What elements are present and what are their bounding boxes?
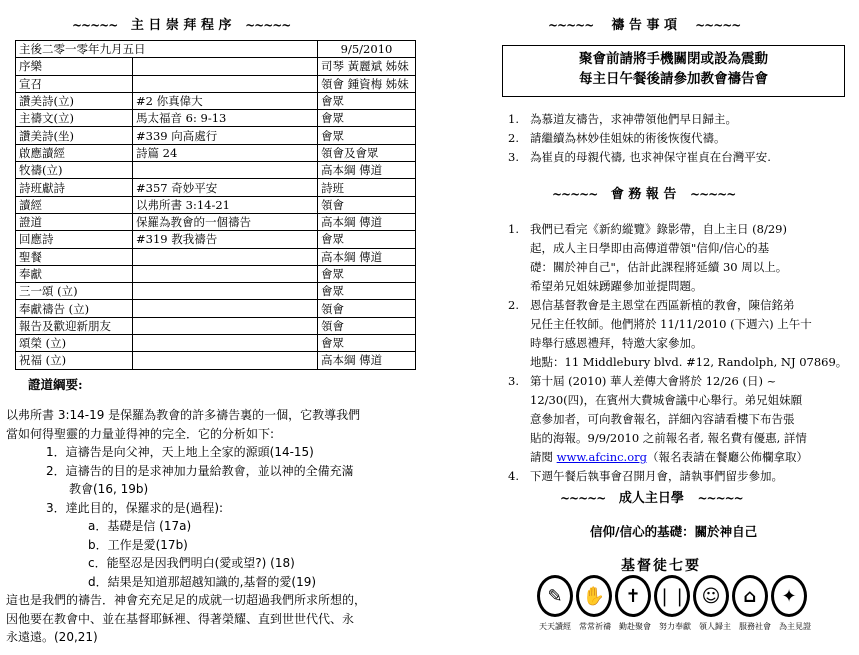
table-row	[16, 127, 416, 144]
table-row	[16, 179, 416, 196]
order-leader-cell: 領會 鍾資梅 姊妹	[318, 75, 416, 92]
conference-website-link[interactable]: www.afcinc.org	[556, 450, 647, 464]
item-number: 1.	[508, 222, 519, 236]
order-leader-cell: 高本綱 傳道	[318, 213, 416, 230]
affair-line: 起，成人主日學即由高傳道帶領"信仰/信心的基	[530, 241, 770, 255]
logo-caption: 勤赴聚會	[619, 622, 651, 631]
affair-line: 第十屆 (2010) 華人差傳大會將於 12/26 (日) ~	[530, 374, 777, 388]
affair-line: 礎：關於神自己"，估計此課程將延續 30 周以上。	[530, 260, 788, 274]
affair-line: 地點：11 Middlebury blvd. #12, Randolph, NJ 07869。	[530, 355, 848, 369]
order-item-cell: 報告及歡迎新朋友	[16, 317, 133, 334]
table-row	[16, 335, 416, 352]
order-detail-cell	[133, 283, 318, 300]
prayer-item-text: 請繼續為林妙佳姐妹的術後恢復代禱。	[530, 131, 726, 145]
order-detail-cell: #319 教我禱告	[133, 231, 318, 248]
prayer-icon: ✋	[576, 575, 612, 617]
sunday-school-topic: 信仰/信心的基礎：關於神自己	[590, 524, 758, 539]
sunday-school-heading	[560, 487, 743, 506]
table-row	[16, 317, 416, 334]
list-item	[508, 220, 853, 296]
order-detail-cell	[133, 248, 318, 265]
table-row	[16, 213, 416, 230]
ornament-left: ~~~~~	[72, 18, 118, 32]
order-item-cell: 序樂	[16, 58, 133, 75]
order-item-cell: 證道	[16, 213, 133, 230]
list-item: 1. 為慕道友禱告，求神帶領他們早日歸主。	[508, 110, 848, 129]
order-item-cell: 詩班獻詩	[16, 179, 133, 196]
order-leader-cell: 司琴 黃麗斌 姊妹	[318, 58, 416, 75]
order-leader-cell: 會眾	[318, 110, 416, 127]
affair-line: 希望弟兄姐妹踴躍參加並提問題。	[530, 279, 703, 293]
order-item-cell: 頌榮 (立)	[16, 335, 133, 352]
order-detail-cell	[133, 75, 318, 92]
order-detail-cell	[133, 265, 318, 282]
table-row	[16, 110, 416, 127]
affair-line: 恩信基督教會是主恩堂在西區新植的教會，陳信銘弟	[530, 298, 795, 312]
order-leader-cell: 會眾	[318, 231, 416, 248]
order-leader-cell: 會眾	[318, 127, 416, 144]
outline-line: d．結果是知道那超越知識的,基督的愛(19)	[88, 574, 317, 589]
affair-line: 12/30(四)，在賓州大費城會議中心舉行。弟兄姐妹願	[530, 393, 803, 407]
witness-icon: ✦	[771, 575, 807, 617]
table-row	[16, 248, 416, 265]
affair-text: 請閱	[530, 450, 557, 464]
outline-line: a．基礎是信 (17a)	[88, 519, 192, 533]
ornament-right: ~~~~~	[245, 18, 291, 32]
seven-essentials-logo	[537, 575, 807, 617]
notice-line: 聚會前請將手機關閉或設為震動	[579, 51, 768, 67]
order-detail-cell	[133, 300, 318, 317]
order-item-cell: 三一頌 (立)	[16, 283, 133, 300]
logo-caption: 領人歸主	[699, 622, 731, 631]
order-item-cell: 奉獻	[16, 265, 133, 282]
order-detail-cell: 詩篇 24	[133, 144, 318, 161]
outline-line: 1．這禱告是向父神，天上地上全家的源頭(14-15)	[46, 445, 314, 459]
outline-line: b．工作是愛(17b)	[88, 537, 188, 552]
affair-line: 下週午餐后執事會召開月會，請執事們留步參加。	[530, 469, 783, 483]
prayer-items-heading	[548, 14, 740, 33]
order-item-cell: 祝福 (立)	[16, 352, 133, 369]
list-item: 3. 為崔貞的母親代禱, 也求神保守崔貞在台灣平安.	[508, 148, 848, 167]
ornament-right: ~~~~~	[697, 491, 743, 505]
order-detail-cell: 馬太福音 6: 9-13	[133, 110, 318, 127]
outline-line: 永遠遠。(20,21)	[6, 630, 98, 644]
affairs-list	[508, 220, 853, 486]
list-item	[508, 296, 853, 372]
table-row	[16, 196, 416, 213]
outline-line: 這也是我們的禱告．神會充充足足的成就一切超過我們所求所想的，	[6, 593, 367, 607]
prayer-list	[508, 110, 848, 167]
order-leader-cell: 會眾	[318, 92, 416, 109]
order-item-cell: 讚美詩(坐)	[16, 127, 133, 144]
logo-caption: 努力奉獻	[659, 622, 691, 631]
worship-order-heading	[72, 14, 290, 33]
worship-order-table	[15, 40, 416, 370]
item-number: 4.	[508, 469, 519, 483]
affair-text: （報名表請在餐廳公佈欄拿取）	[647, 450, 808, 464]
logo-caption: 服務社會	[739, 622, 771, 631]
affair-line: 時舉行感恩禮拜，特邀大家參加。	[530, 336, 703, 350]
ornament-left: ~~~~~	[560, 491, 606, 505]
order-item-cell: 奉獻禱告 (立)	[16, 300, 133, 317]
affair-line: 兄任主任牧師。他們將於 11/11/2010 (下週六) 上午十	[530, 317, 812, 331]
table-row	[16, 300, 416, 317]
evangelism-icon: ☺	[693, 575, 729, 617]
order-detail-cell	[133, 162, 318, 179]
fellowship-icon: ✝	[615, 575, 651, 617]
prayer-item-text: 為慕道友禱告，求神帶領他們早日歸主。	[530, 112, 737, 126]
affair-line: 我們已看完《新約縱覽》錄影帶，自上主日 (8/29)	[530, 222, 787, 236]
affair-line: 意參加者，可向教會報名，詳細內容請看樓下布告張	[530, 412, 795, 426]
service-date: 主後二零一零年九月五日	[16, 41, 318, 58]
order-item-cell: 啟應讀經	[16, 144, 133, 161]
order-item-cell: 宣召	[16, 75, 133, 92]
outline-line: 3．達此目的，保羅求的是(過程):	[46, 500, 224, 515]
table-row	[16, 75, 416, 92]
sermon-outline	[6, 406, 366, 647]
list-item: 2. 請繼續為林妙佳姐妹的術後恢復代禱。	[508, 129, 848, 148]
order-leader-cell: 會眾	[318, 335, 416, 352]
table-row	[16, 58, 416, 75]
logo-caption: 天天讀經	[539, 622, 571, 631]
order-detail-cell	[133, 317, 318, 334]
sermon-outline-title: 證道綱要:	[28, 377, 83, 392]
ornament-left: ~~~~~	[548, 18, 594, 32]
order-item-cell: 讚美詩(立)	[16, 92, 133, 109]
ornament-right: ~~~~~	[690, 187, 736, 201]
order-leader-cell: 會眾	[318, 265, 416, 282]
order-detail-cell: #357 奇妙平安	[133, 179, 318, 196]
sunday-school-title: 成人主日學	[618, 491, 684, 506]
order-item-cell: 回應詩	[16, 231, 133, 248]
prayer-items-title: 禱 告 事 項	[611, 18, 677, 33]
order-detail-cell: 保羅為教會的一個禱告	[133, 213, 318, 230]
order-detail-cell: #2 你真偉大	[133, 92, 318, 109]
table-row	[16, 231, 416, 248]
order-leader-cell: 高本綱 傳道	[318, 352, 416, 369]
order-leader-cell: 高本綱 傳道	[318, 248, 416, 265]
order-detail-cell	[133, 352, 318, 369]
table-header-row	[16, 41, 416, 58]
table-row	[16, 162, 416, 179]
order-item-cell: 聖餐	[16, 248, 133, 265]
order-leader-cell: 領會	[318, 300, 416, 317]
outline-line: 教會(16, 19b)	[69, 482, 149, 496]
prayer-item-text: 為崔貞的母親代禱, 也求神保守崔貞在台灣平安.	[530, 150, 771, 164]
outline-line: 因他要在教會中、並在基督耶穌裡、得著榮耀、直到世世代代、永	[6, 611, 355, 626]
order-leader-cell: 領會	[318, 196, 416, 213]
order-detail-cell	[133, 335, 318, 352]
notice-line: 每主日午餐後請參加教會禱告會	[579, 71, 768, 87]
table-row	[16, 92, 416, 109]
outline-line: 當如何得聖靈的力量並得神的完全．它的分析如下:	[6, 426, 275, 441]
affair-line: 貼的海報。9/9/2010 之前報名者, 報名費有優惠, 詳情	[530, 431, 807, 445]
logo-captions	[535, 621, 815, 632]
table-row	[16, 144, 416, 161]
outline-line: 2．這禱告的目的是求神加力量給教會，並以神的全備充滿	[46, 463, 354, 478]
offering-icon: ❘❘	[654, 575, 690, 617]
order-leader-cell: 詩班	[318, 179, 416, 196]
service-date-numeric: 9/5/2010	[318, 41, 416, 58]
table-row	[16, 283, 416, 300]
bible-reading-icon: ✎	[537, 575, 573, 617]
logo-caption: 常常祈禱	[579, 622, 611, 631]
logo-caption: 為主見證	[779, 622, 811, 631]
order-item-cell: 主禱文(立)	[16, 110, 133, 127]
order-item-cell: 讀經	[16, 196, 133, 213]
item-number: 2.	[508, 298, 519, 312]
item-number: 3.	[508, 374, 519, 388]
ornament-right: ~~~~~	[695, 18, 741, 32]
table-row	[16, 352, 416, 369]
order-detail-cell	[133, 58, 318, 75]
church-affairs-title: 會 務 報 告	[610, 187, 677, 202]
outline-line: c．能堅忍是因我們明白(愛或望?) (18)	[88, 556, 295, 570]
service-icon: ⌂	[732, 575, 768, 617]
church-affairs-heading	[552, 183, 735, 202]
list-item	[508, 467, 853, 486]
order-leader-cell: 領會及會眾	[318, 144, 416, 161]
outline-line: 以弗所書 3:14-19 是保羅為教會的許多禱告裏的一個，它教導我們	[6, 408, 361, 422]
logo-title: 基督徒七要	[621, 558, 701, 574]
order-item-cell: 牧禱(立)	[16, 162, 133, 179]
notice-box	[502, 45, 845, 97]
ornament-left: ~~~~~	[552, 187, 598, 201]
order-leader-cell: 會眾	[318, 283, 416, 300]
list-item	[508, 372, 853, 467]
order-leader-cell: 領會	[318, 317, 416, 334]
order-detail-cell: 以弗所書 3:14-21	[133, 196, 318, 213]
affair-line	[530, 448, 853, 467]
worship-order-title: 主 日 崇 拜 程 序	[130, 18, 232, 33]
order-leader-cell: 高本綱 傳道	[318, 162, 416, 179]
table-row	[16, 265, 416, 282]
order-detail-cell: #339 向高處行	[133, 127, 318, 144]
